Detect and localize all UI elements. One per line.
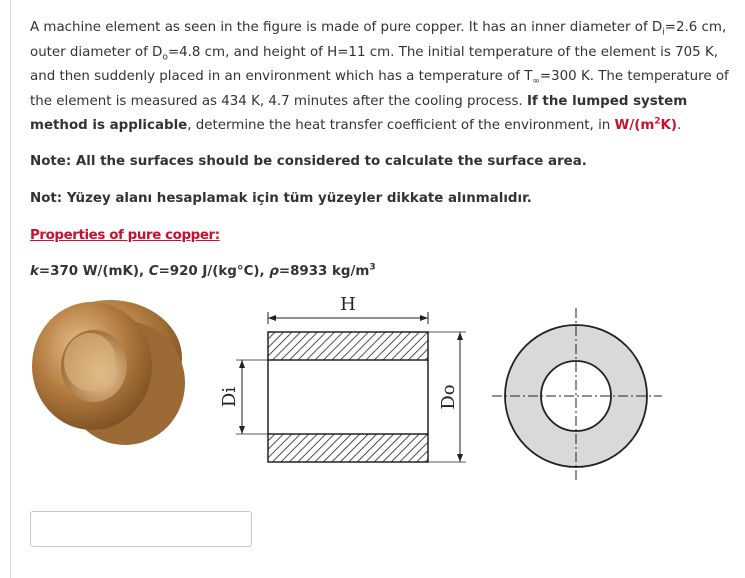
unit-superscript: 2: [654, 116, 661, 127]
answer-input[interactable]: [30, 511, 252, 547]
unit-part: K): [660, 118, 678, 133]
answer-unit: [615, 118, 678, 133]
rho-symbol: ρ: [269, 264, 279, 279]
di-dimension: [219, 360, 268, 434]
problem-text-part: , determine the heat transfer coefficient of the environment, in: [187, 118, 611, 133]
k-symbol: k: [30, 264, 39, 279]
problem-text-part: =4.8 cm, and height of H=11 cm. The initial temperature of the element is 705 K, and then suddenly placed in an environment which has a temperature of T: [30, 44, 718, 84]
note-turkish: Not: Yüzey alanı hesaplamak için tüm yüzeyler dikkate alınmalıdır.: [30, 191, 532, 206]
left-border: [10, 0, 11, 578]
do-dimension: [428, 332, 466, 462]
properties-heading: Properties of pure copper:: [30, 228, 220, 243]
problem-text: [30, 16, 738, 139]
rho-superscript: 3: [369, 262, 376, 273]
question-content: [30, 16, 738, 279]
unit-part: W/(m: [614, 118, 655, 133]
material-constants: [30, 264, 376, 279]
cross-section-view: [268, 332, 428, 462]
copper-bushing-image: [32, 300, 185, 445]
subscript-o: o: [162, 52, 168, 63]
k-value: =370 W/(mK),: [38, 264, 145, 279]
c-symbol: C: [148, 264, 159, 279]
end-view: [492, 308, 662, 482]
subscript-i: i: [662, 27, 665, 38]
label-di: Di: [219, 386, 240, 408]
note-english: Note: All the surfaces should be considered to calculate the surface area.: [30, 154, 587, 169]
label-do: Do: [438, 384, 459, 410]
problem-text-part: A machine element as seen in the figure is made of pure copper. It has an inner diameter of D: [30, 20, 663, 35]
sentence-end: .: [677, 118, 682, 133]
h-dimension: [268, 294, 428, 324]
rho-value: =8933 kg/m: [278, 264, 370, 279]
lumped-system-phrase: If the lumped system method is applicable: [30, 93, 688, 133]
problem-text-part: =300 K. The temperature of the element is measured as 434 K, 4.7 minutes after the cooling process.: [30, 69, 729, 109]
label-h: H: [340, 294, 356, 315]
problem-text-part: =2.6 cm, outer diameter of D: [30, 20, 727, 60]
bushing-figure: [30, 288, 670, 488]
subscript-infinity: ∞: [532, 76, 540, 87]
c-value: =920 J/(kg°C),: [158, 264, 265, 279]
